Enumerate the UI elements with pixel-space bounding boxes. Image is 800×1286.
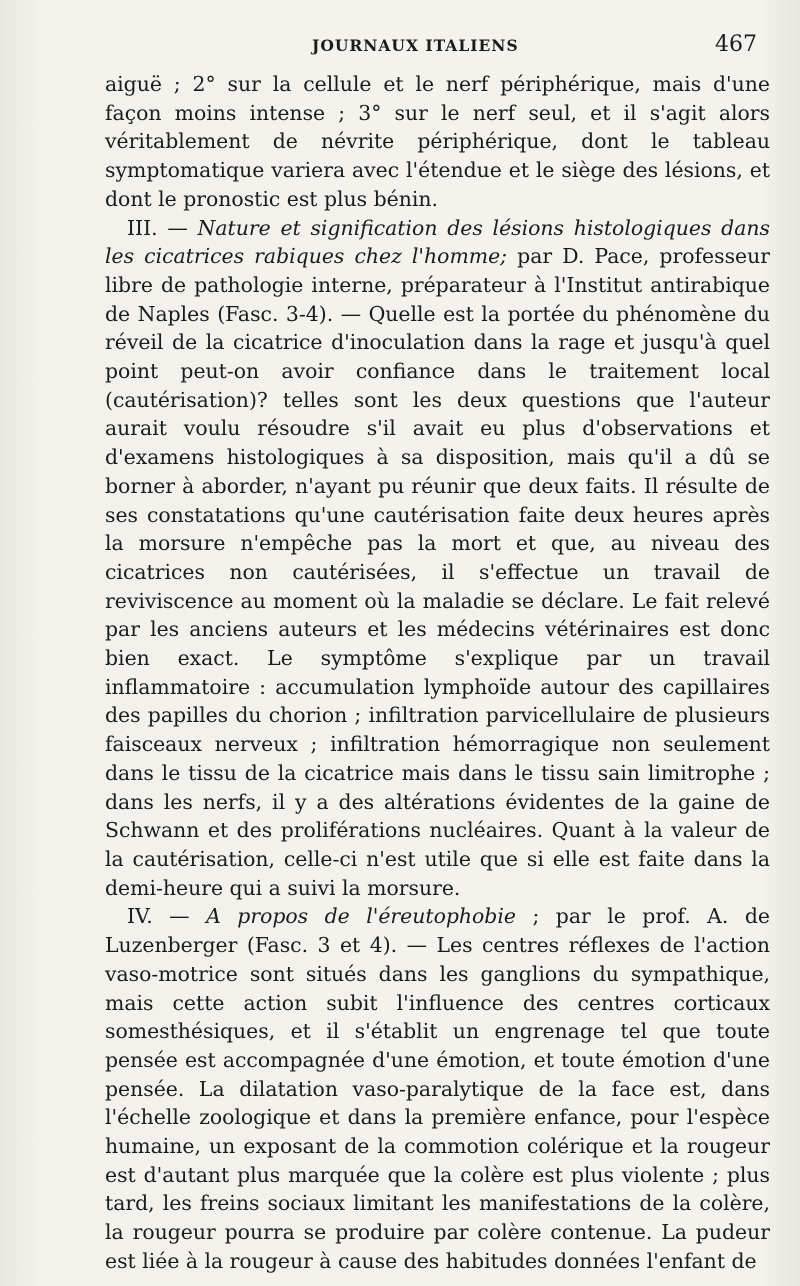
running-title: JOURNAUX ITALIENS (312, 36, 519, 55)
section-text: ; par le prof. A. de Luzenberger (Fasc. 3 et 4). — Les centres réflexes de l'action vaso-motrice sont situés dans les ganglions du sympathique, mais cette action subit l'influence des centres corticaux somesthésiques, et il s'établit un engrenage tel que toute pensée est accompagnée d'une émotion, et toute émotion d'une pensée. La dilatation vaso-paralytique de la face est, dans l'échelle zoologique et dans la première enfance, pour l'espèce humaine, un exposant de la commotion colérique et la rougeur est d'autant plus marquée que la colère est plus violente ; plus tard, les freins sociaux limitant les manifestations de la colère, la rougeur pourra se produire par colère contenue. La pudeur est liée à la rougeur à cause des habitudes données l'enfant de (105, 904, 770, 1273)
section-title: A propos de l'éreutophobie (206, 904, 516, 929)
section-number: IV. — (127, 904, 207, 929)
section-text: par D. Pace, professeur libre de pathologie interne, préparateur à l'Institut antirabique de Naples (Fasc. 3-4). — Quelle est la portée du phénomène du réveil de la cicatrice d'inoculation dans la rage et jusqu'à quel point peut-on avoir confiance dans le traitement local (cautérisation)? telles sont les deux questions que l'auteur aurait voulu résoudre s'il avait eu plus d'observations et d'examens histologiques à sa disposition, mais qu'il a dû se borner à aborder, n'ayant pu réunir que deux faits. Il résulte de ses constatations qu'une cautérisation faite deux heures après la morsure n'empêche pas la mort et que, au niveau des cicatrices non cautérisées, il s'effectue un travail de reviviscence au moment où la maladie se déclare. Le fait relevé par les anciens auteurs et les médecins vétérinaires est donc bien exact. Le symptôme s'explique par un travail inflammatoire : accumulation lymphoïde autour des capillaires des papilles du chorion ; infiltration parvicellulaire de plusieurs faisceaux nerveux ; infiltration hémorragique non seulement dans le tissu de la cicatrice mais dans le tissu sain limitrophe ; dans les nerfs, il y a des altérations évidentes de la gaine de Schwann et des proliférations nucléaires. Quant à la valeur de la cautérisation, celle-ci n'est utile que si elle est faite dans la demi-heure qui a suivi la morsure. (105, 244, 770, 900)
section-number: III. — (127, 215, 198, 240)
paragraph-section-iii (105, 214, 770, 903)
body-text (105, 70, 770, 1276)
section-title: Nature et signification des lésions histologiques dans les cicatrices rabiques chez l'homme; (105, 215, 770, 269)
paragraph-section-iv (105, 902, 770, 1275)
paragraph-continuation: aiguë ; 2° sur la cellule et le nerf périphérique, mais d'une façon moins intense ; 3° sur le nerf seul, et il s'agit alors véritablement de névrite périphérique, dont le tableau symptomatique variera avec l'étendue et le siège des lésions, et dont le pronostic est plus bénin. (105, 72, 770, 211)
page-number: 467 (715, 32, 757, 57)
running-head (100, 30, 775, 66)
